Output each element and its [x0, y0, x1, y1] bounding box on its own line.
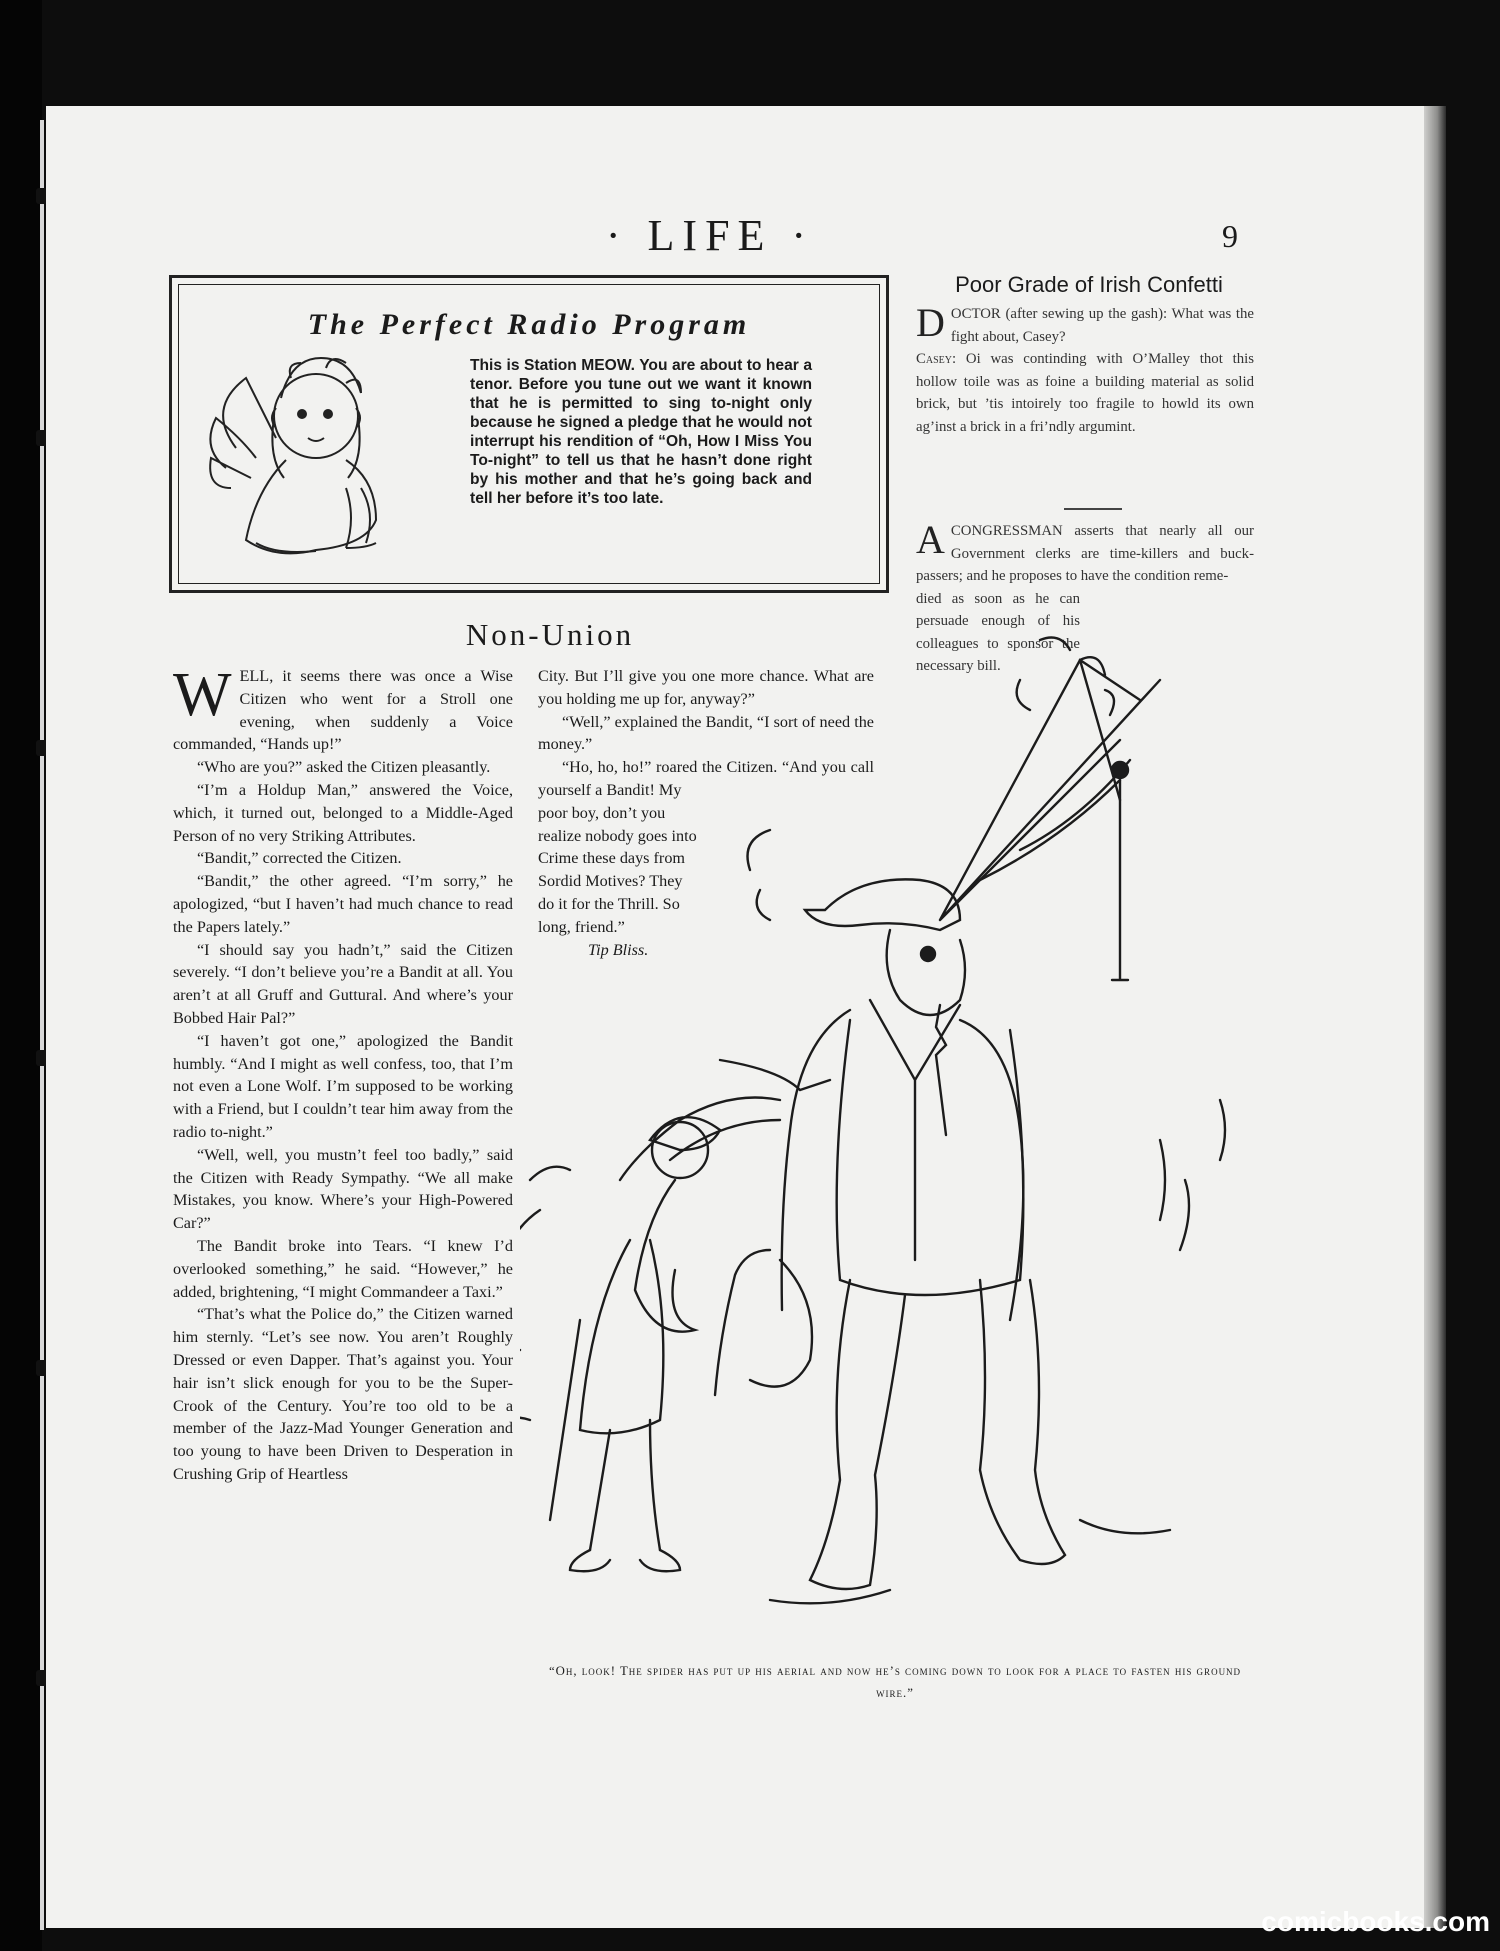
story-paragraph: “Well, well, you mustn’t feel too badly,” said the Citizen with Ready Sympathy. “We all make Mistakes, you know. Where’s your High-Powered Car?” — [173, 1145, 513, 1233]
story-paragraph — [173, 661, 513, 756]
radio-program-box — [169, 275, 889, 593]
story-paragraph: City. But I’ll give you one more chance. What are you holding me up for, anyway?” — [538, 667, 874, 708]
story-paragraph: The Bandit broke into Tears. “I knew I’d overlooked something,” he said. “However,” he added, brightening, “I might Commandeer a Taxi.” — [173, 1236, 513, 1301]
speaker-name: Casey: — [916, 351, 957, 367]
page-edge-shadow — [1424, 106, 1446, 1928]
irish-confetti-title: Poor Grade of Irish Confetti — [955, 272, 1223, 297]
book-spine — [0, 0, 42, 1951]
non-union-column-1 — [173, 661, 513, 1486]
congressman-paragraph — [916, 517, 1254, 588]
radio-program-text: This is Station MEOW. You are about to hear a tenor. Before you tune out we want it known that he is permitted to sing to-night only because he signed a pledge that he would not interrupt his rendition of “Oh, How I Miss You To-night” to tell us that he hasn’t done right by his mother and that he’s going back and tell her before it’s too late. — [470, 357, 812, 507]
drop-cap: A — [916, 517, 945, 562]
doctor-text: OCTOR (after sewing up the gash): What was the fight about, Casey? — [950, 306, 1254, 345]
story-paragraph: “Who are you?” asked the Citizen pleasantly. — [197, 758, 491, 777]
story-paragraph: “Bandit,” corrected the Citizen. — [197, 849, 402, 868]
masthead-title: · LIFE · — [605, 211, 815, 260]
story-paragraph: “That’s what the Police do,” the Citizen warned him sternly. “Let’s see now. You aren’t Roughly Dressed or even Dapper. That’s against you. Your hair isn’t slick enough for you to be the Super-Crook of the Century. You’re too old to be a member of the Jazz-Mad Younger Generation and too young to have been Driven to Desperation in Crushing Grip of Heartless — [173, 1305, 513, 1483]
site-watermark: comicbooks.com — [1261, 1906, 1490, 1937]
congressman-paragraph-end: died as soon as he can persuade enough of his colleagues to sponsor the necessary bill. — [916, 590, 1080, 674]
story-paragraph: “Ho, ho, ho!” roared the Citizen. “And you call yourself a Bandit! My — [538, 758, 874, 799]
story-paragraph: “I’m a Holdup Man,” answered the Voice, which, it turned out, belonged to a Middle-Aged Person of no very Striking Attributes. — [173, 780, 513, 845]
drop-cap: D — [916, 300, 945, 345]
congressman-text: CONGRESSMAN asserts that nearly all our Government clerks are time-killers and buck-passers; and he proposes to have the condition reme- — [916, 523, 1254, 584]
story-first-text: ELL, it seems there was once a Wise Citizen who went for a Stroll one evening, when suddenly a Voice commanded, “Hands up!” — [173, 667, 513, 754]
casey-line — [916, 348, 1254, 438]
page-number: 9 — [1222, 218, 1238, 254]
drop-cap: W — [173, 661, 232, 729]
story-paragraph: “Well,” explained the Bandit, “I sort of need the money.” — [538, 712, 874, 754]
doctor-line — [916, 300, 1254, 348]
irish-confetti-column — [916, 300, 1254, 438]
story-paragraph: “Bandit,” the other agreed. “I’m sorry,” he apologized, “but I haven’t had much chance to read the Papers lately.” — [173, 872, 513, 936]
story-paragraph: “I should say you hadn’t,” said the Citizen severely. “I don’t believe you’re a Bandit at all. You aren’t at all Gruff and Guttural. And where’s your Bobbed Hair Pal?” — [173, 940, 513, 1027]
radio-program-title: The Perfect Radio Program — [307, 308, 751, 341]
casey-text: Oi was continding with O’Malley thot this hollow toile was as foine a building material as solid brick, but ’tis intoirely too fragile to howld its own ag’inst a brick in a fri’ndly argumint. — [916, 351, 1254, 435]
author-signature: Tip Bliss. — [588, 940, 649, 959]
story-paragraph: “I haven’t got one,” apologized the Bandit humbly. “And I might as well confess, too, that I’m not even a Lone Wolf. I’m supposed to be working with a Friend, but I couldn’t tear him away from the radio to-night.” — [173, 1031, 513, 1141]
binding-edge — [40, 120, 44, 1930]
non-union-title: Non-Union — [465, 617, 635, 652]
cherub-illustration — [196, 338, 426, 572]
cartoon-caption: “Oh, look! The spider has put up his aerial and now he’s coming down to look for a place to fasten his ground wire.” — [548, 1664, 1242, 1700]
story-paragraph: poor boy, don’t you realize nobody goes into Crime these days from Sordid Motives? They do it for the Thrill. So long, friend.” — [538, 803, 697, 936]
spider-cartoon-illustration — [520, 620, 1270, 1650]
section-divider — [1064, 508, 1122, 510]
